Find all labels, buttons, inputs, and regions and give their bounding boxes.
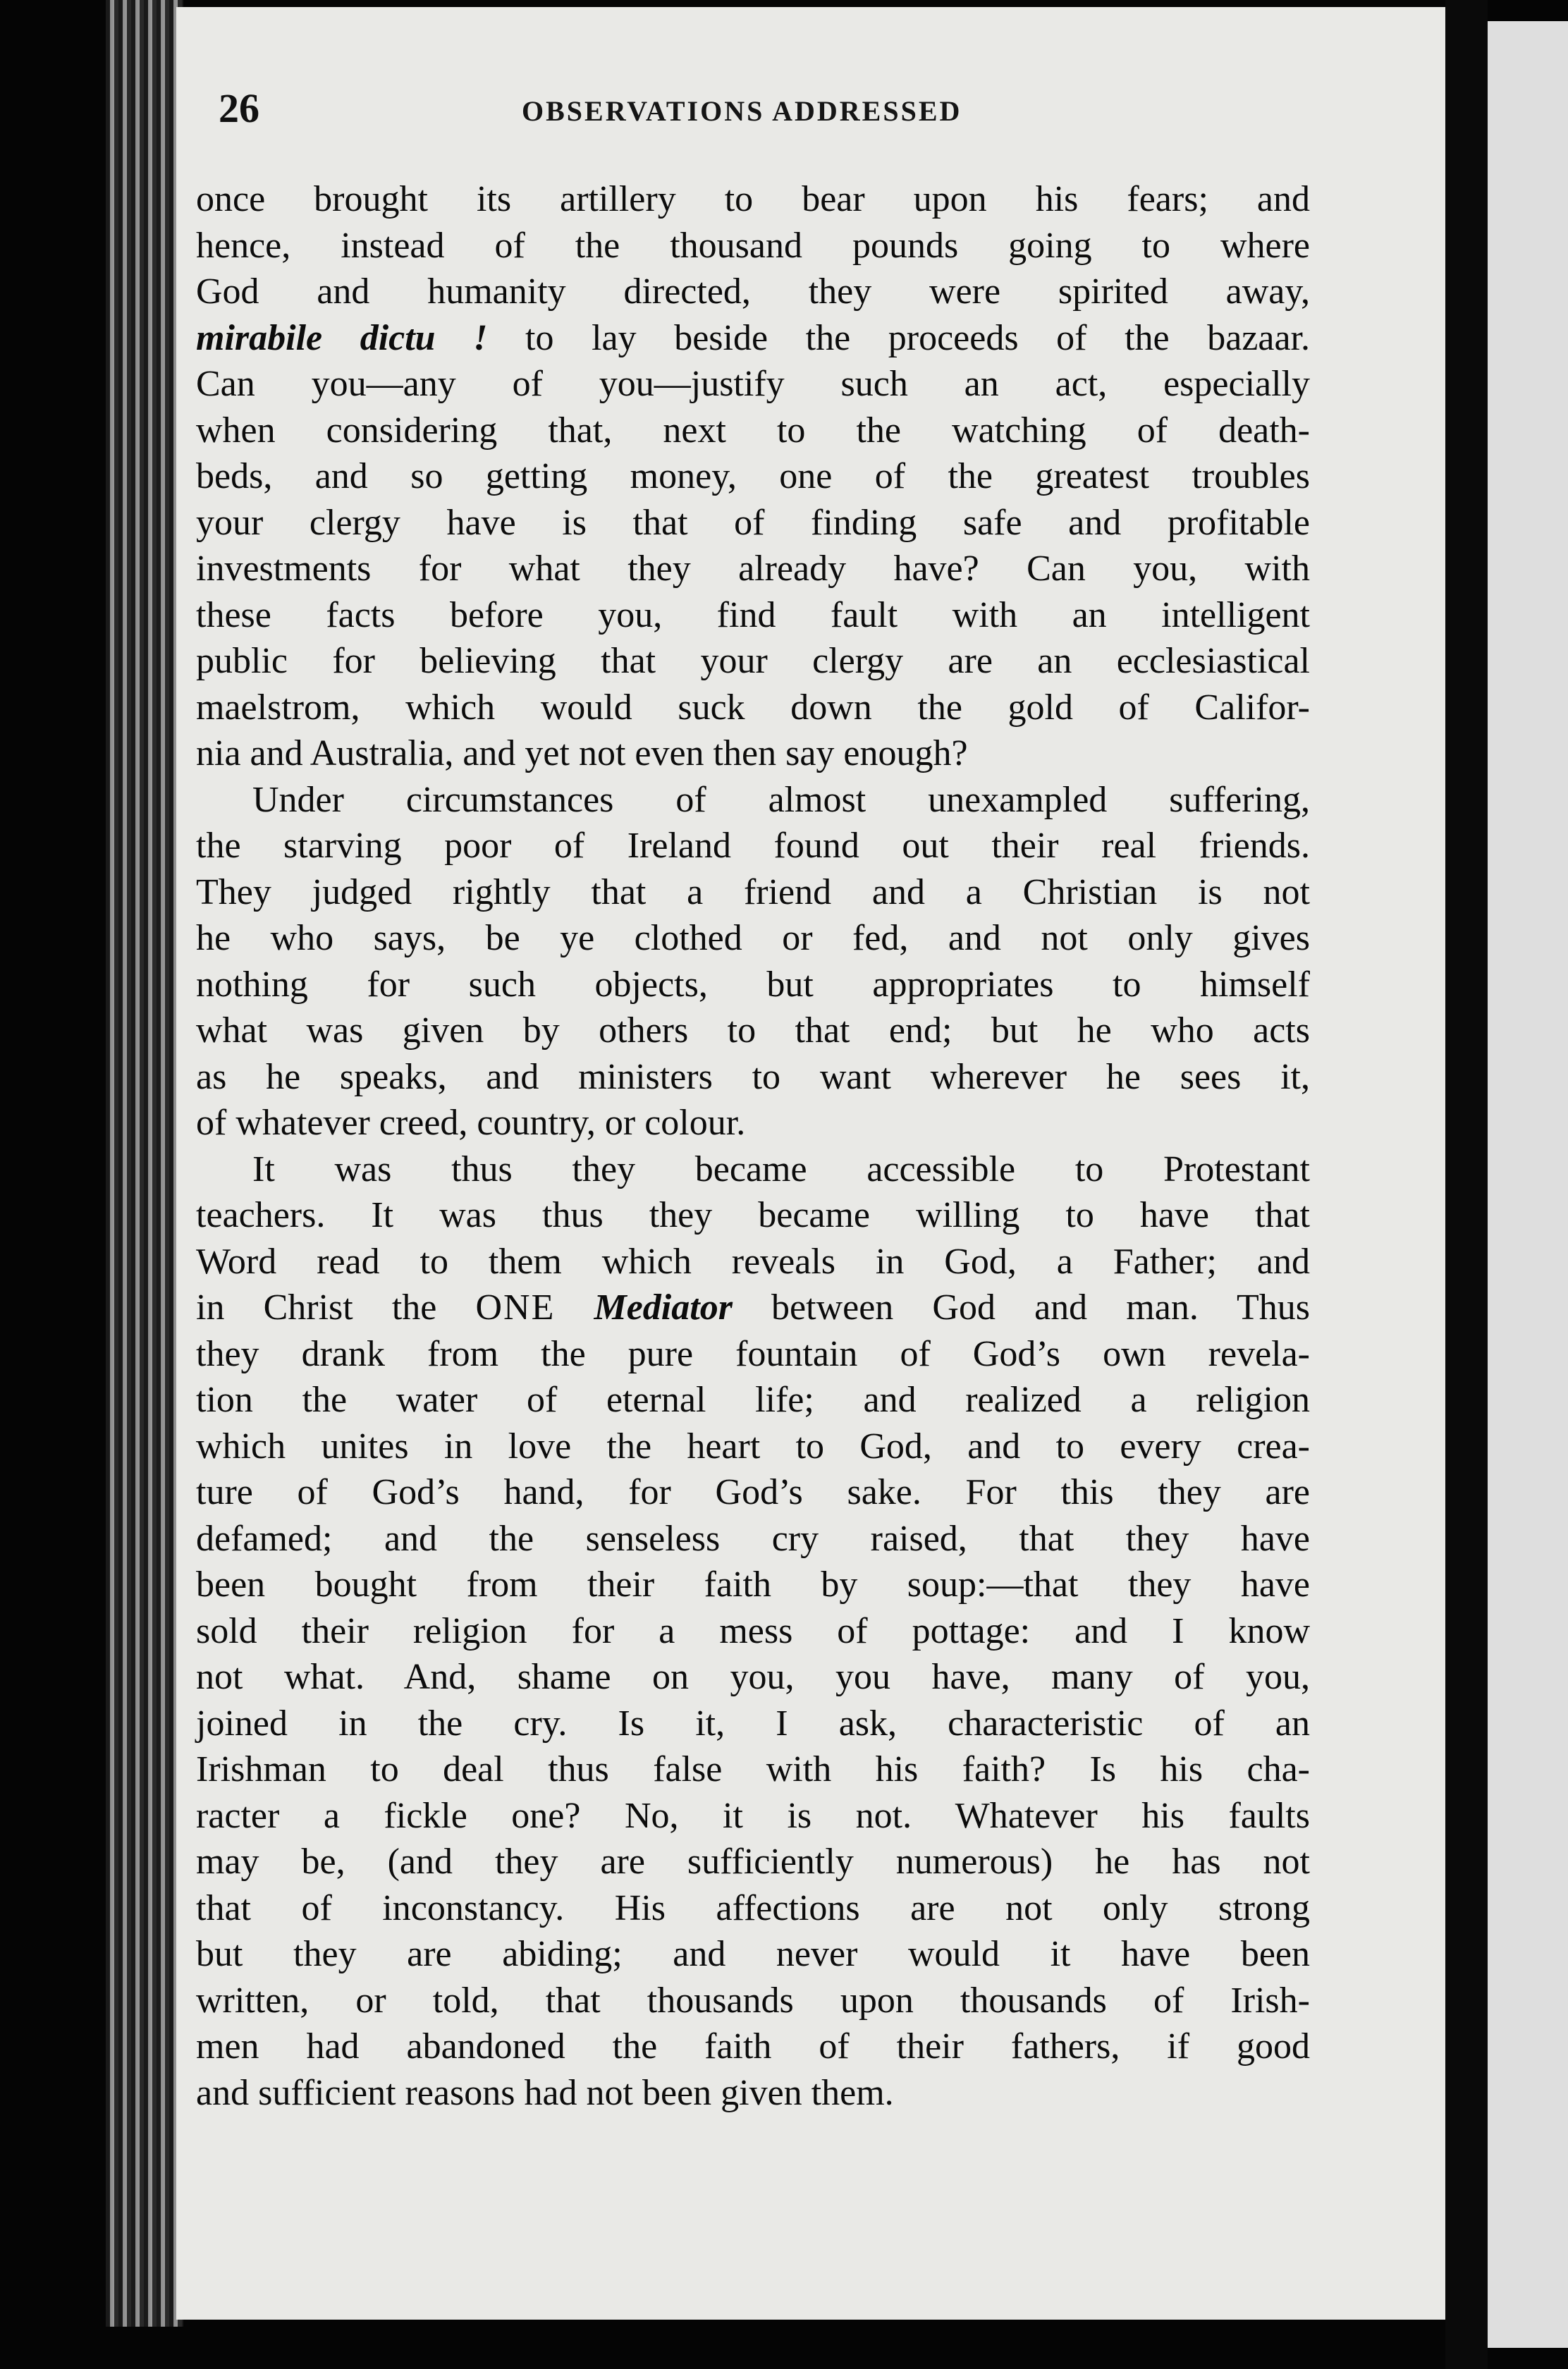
book-binding-edges	[106, 0, 183, 2327]
text-line: may be, (and they are sufficiently numerous) he has not	[196, 1842, 1310, 1882]
body-text	[196, 176, 1310, 2116]
text-line: teachers. It was thus they became willing to have that	[196, 1195, 1310, 1235]
text-line: and sufficient reasons had not been given them.	[196, 2072, 894, 2113]
text-line: God and humanity directed, they were spirited away,	[196, 271, 1310, 312]
text-line: ture of God’s hand, for God’s sake. For this they are	[196, 1472, 1310, 1512]
text-line: hence, instead of the thousand pounds going to where	[196, 225, 1310, 266]
text-line: Irishman to deal thus false with his faith? Is his cha-	[196, 1749, 1310, 1789]
text-line: Word read to them which reveals in God, a Father; and	[196, 1241, 1310, 1282]
text-line: maelstrom, which would suck down the gold of Califor-	[196, 687, 1310, 728]
facing-page-edge	[1488, 21, 1568, 2348]
text-line: been bought from their faith by soup:—that they have	[196, 1565, 1310, 1605]
text-line: Can you—any of you—justify such an act, especially	[196, 364, 1310, 404]
text-line: nothing for such objects, but appropriates to himself	[196, 964, 1310, 1005]
text-line: mirabile dictu ! to lay beside the proceeds of the bazaar.	[196, 317, 1310, 358]
text-line: nia and Australia, and yet not even then say enough?	[196, 733, 968, 773]
text-line: but they are abiding; and never would it have been	[196, 1934, 1310, 1974]
text-line: It was thus they became accessible to Protestant	[252, 1149, 1310, 1189]
text-line: men had abandoned the faith of their fathers, if good	[196, 2026, 1310, 2067]
text-line: joined in the cry. Is it, I ask, characteristic of an	[196, 1703, 1310, 1744]
text-line: not what. And, shame on you, you have, many of you,	[196, 1657, 1310, 1697]
paragraph-1	[196, 176, 1310, 777]
text-line: They judged rightly that a friend and a Christian is not	[196, 871, 1310, 912]
text-line: as he speaks, and ministers to want wherever he sees it,	[196, 1056, 1310, 1097]
text-line: your clergy have is that of finding safe and profitable	[196, 502, 1310, 543]
text-line: once brought its artillery to bear upon his fears; and	[196, 179, 1310, 219]
running-title: OBSERVATIONS ADDRESSED	[522, 95, 962, 127]
text-line: sold their religion for a mess of pottage: and I know	[196, 1610, 1310, 1651]
text-line: racter a fickle one? No, it is not. Whatever his faults	[196, 1795, 1310, 1836]
paragraph-3	[196, 1146, 1310, 2117]
running-head	[219, 85, 1325, 141]
text-line: of whatever creed, country, or colour.	[196, 1103, 746, 1143]
paragraph-2	[196, 777, 1310, 1146]
text-line: when considering that, next to the watching of death-	[196, 410, 1310, 451]
text-line: written, or told, that thousands upon thousands of Irish-	[196, 1980, 1310, 2021]
text-line: they drank from the pure fountain of God’s own revela-	[196, 1333, 1310, 1374]
text-line: investments for what they already have? Can you, with	[196, 549, 1310, 589]
text-line: in Christ the ONE Mediator between God and man. Thus	[196, 1287, 1311, 1328]
text-line: he who says, be ye clothed or fed, and not only gives	[196, 918, 1310, 958]
text-line: Under circumstances of almost unexampled suffering,	[252, 779, 1310, 820]
text-line: which unites in love the heart to God, and to every crea-	[196, 1426, 1310, 1467]
page-number: 26	[219, 85, 259, 131]
text-line: defamed; and the senseless cry raised, that they have	[196, 1518, 1310, 1559]
text-line: beds, and so getting money, one of the greatest troubles	[196, 456, 1310, 496]
text-line: public for believing that your clergy are an ecclesiastical	[196, 641, 1310, 681]
text-line: the starving poor of Ireland found out their real friends.	[196, 826, 1310, 866]
text-line: that of inconstancy. His affections are not only strong	[196, 1887, 1310, 1928]
text-line: tion the water of eternal life; and realized a religion	[196, 1380, 1310, 1420]
page-gutter	[1445, 0, 1488, 2369]
text-line: these facts before you, find fault with an intelligent	[196, 594, 1310, 635]
text-line: what was given by others to that end; but he who acts	[196, 1010, 1310, 1051]
